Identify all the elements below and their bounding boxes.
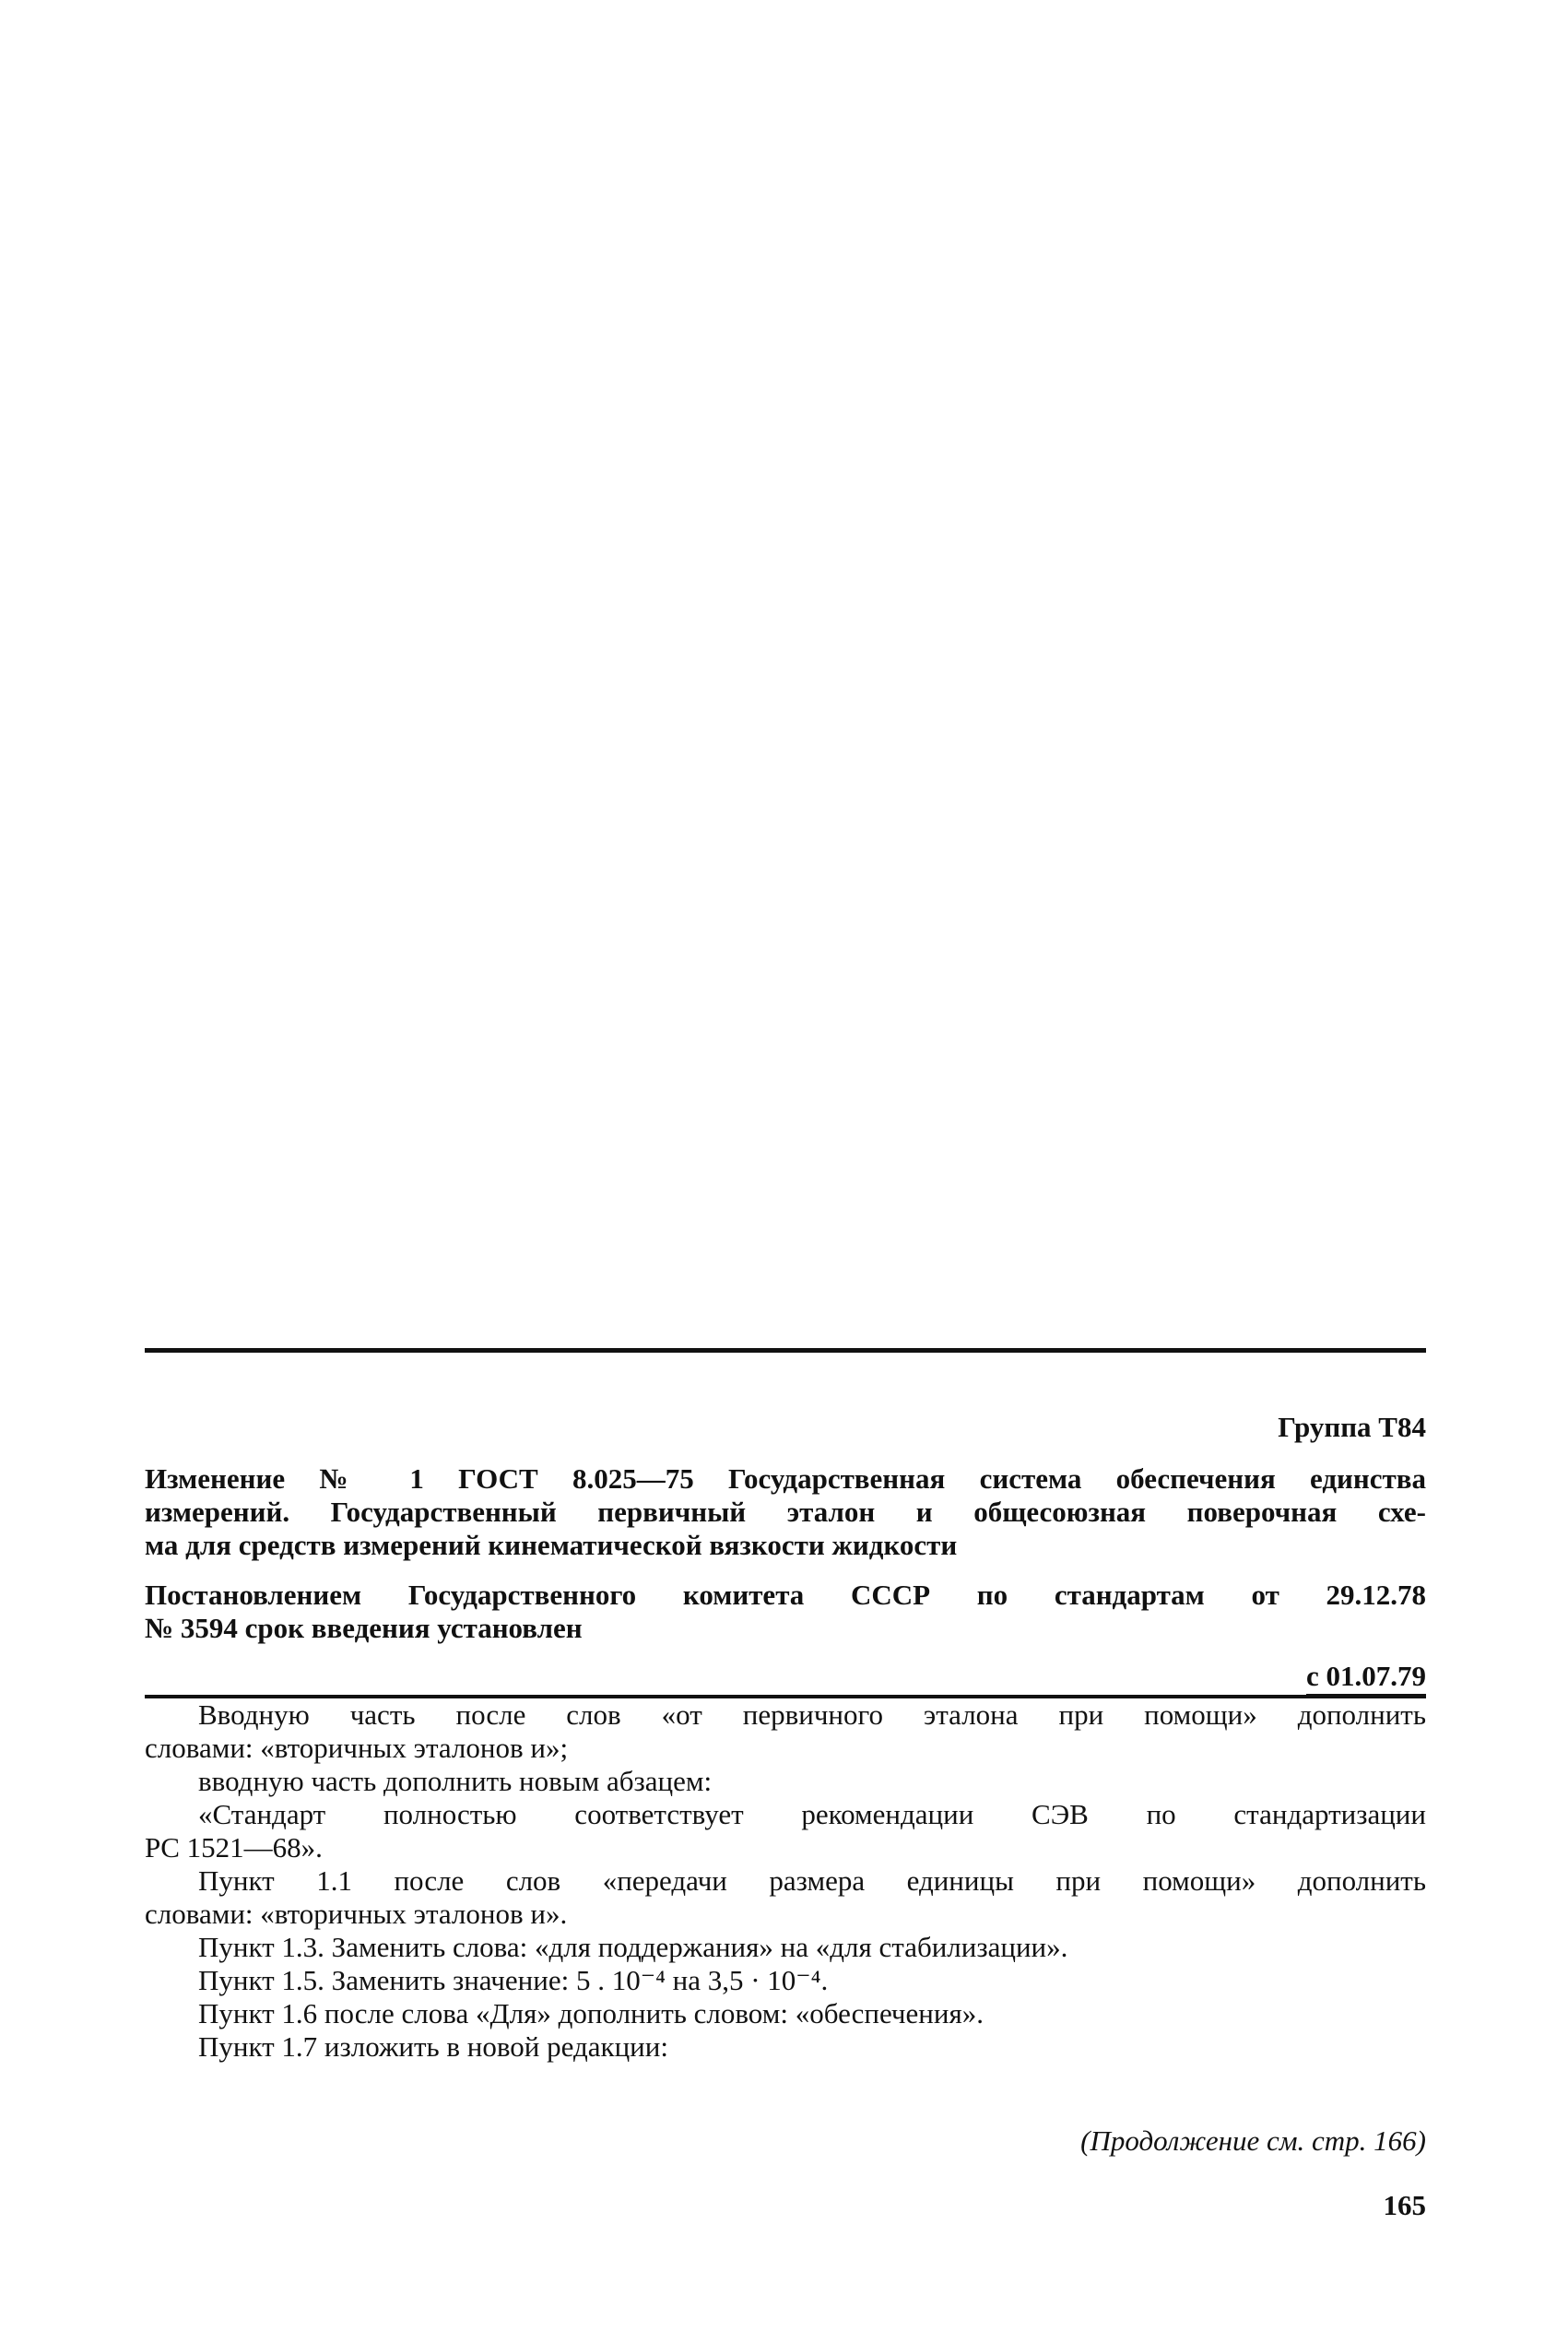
amendment-title [145, 1462, 1426, 1562]
body-line: Пункт 1.6 после слова «Для» дополнить словом: «обеспечения». [198, 1997, 984, 2029]
effective-date-value: с 01.07.79 [1306, 1660, 1426, 1698]
body-line: PC 1521—68». [145, 1831, 323, 1864]
decree-line: № 3594 срок введения установлен [145, 1612, 583, 1644]
body-line: Пункт 1.3. Заменить слова: «для поддержания» на «для стабилизации». [198, 1931, 1068, 1963]
group-label [145, 1411, 1426, 1444]
header-rule [145, 1348, 1426, 1353]
decree-line: Постановлением Государственного комитета СССР по стандартам от 29.12.78 [145, 1579, 1426, 1611]
body-line: Пункт 1.5. Заменить значение: 5 . 10⁻⁴ на 3,5 · 10⁻⁴. [198, 1964, 829, 1996]
body-line: Пункт 1.7 изложить в новой редакции: [198, 2030, 668, 2063]
title-line: ма для средств измерений кинематической вязкости жидкости [145, 1529, 958, 1561]
title-line: измерений. Государственный первичный эталон и общесоюзная поверочная схе- [145, 1496, 1426, 1528]
body-line: словами: «вторичных эталонов и»; [145, 1732, 569, 1764]
continuation-text: (Продолжение см. стр. 166) [1080, 2124, 1426, 2157]
amendment-body [145, 1698, 1426, 2064]
decree [145, 1579, 1426, 1645]
effective-date [145, 1660, 1426, 1698]
body-line: Вводную часть после слов «от первичного эталона при помощи» дополнить [198, 1698, 1426, 1731]
title-line: Изменение № 1 ГОСТ 8.025—75 Государственная система обеспечения единства [145, 1462, 1426, 1495]
body-line: Пункт 1.1 после слов «передачи размера единицы при помощи» дополнить [198, 1864, 1426, 1897]
group-code: Группа Т84 [1278, 1411, 1426, 1443]
page-number-text: 165 [1383, 2189, 1426, 2221]
body-line: «Стандарт полностью соответствует рекомендации СЭВ по стандартизации [198, 1798, 1426, 1830]
continuation-note [145, 2124, 1426, 2158]
body-line: вводную часть дополнить новым абзацем: [198, 1765, 713, 1797]
body-line: словами: «вторичных эталонов и». [145, 1898, 568, 1930]
page-number [145, 2189, 1426, 2222]
